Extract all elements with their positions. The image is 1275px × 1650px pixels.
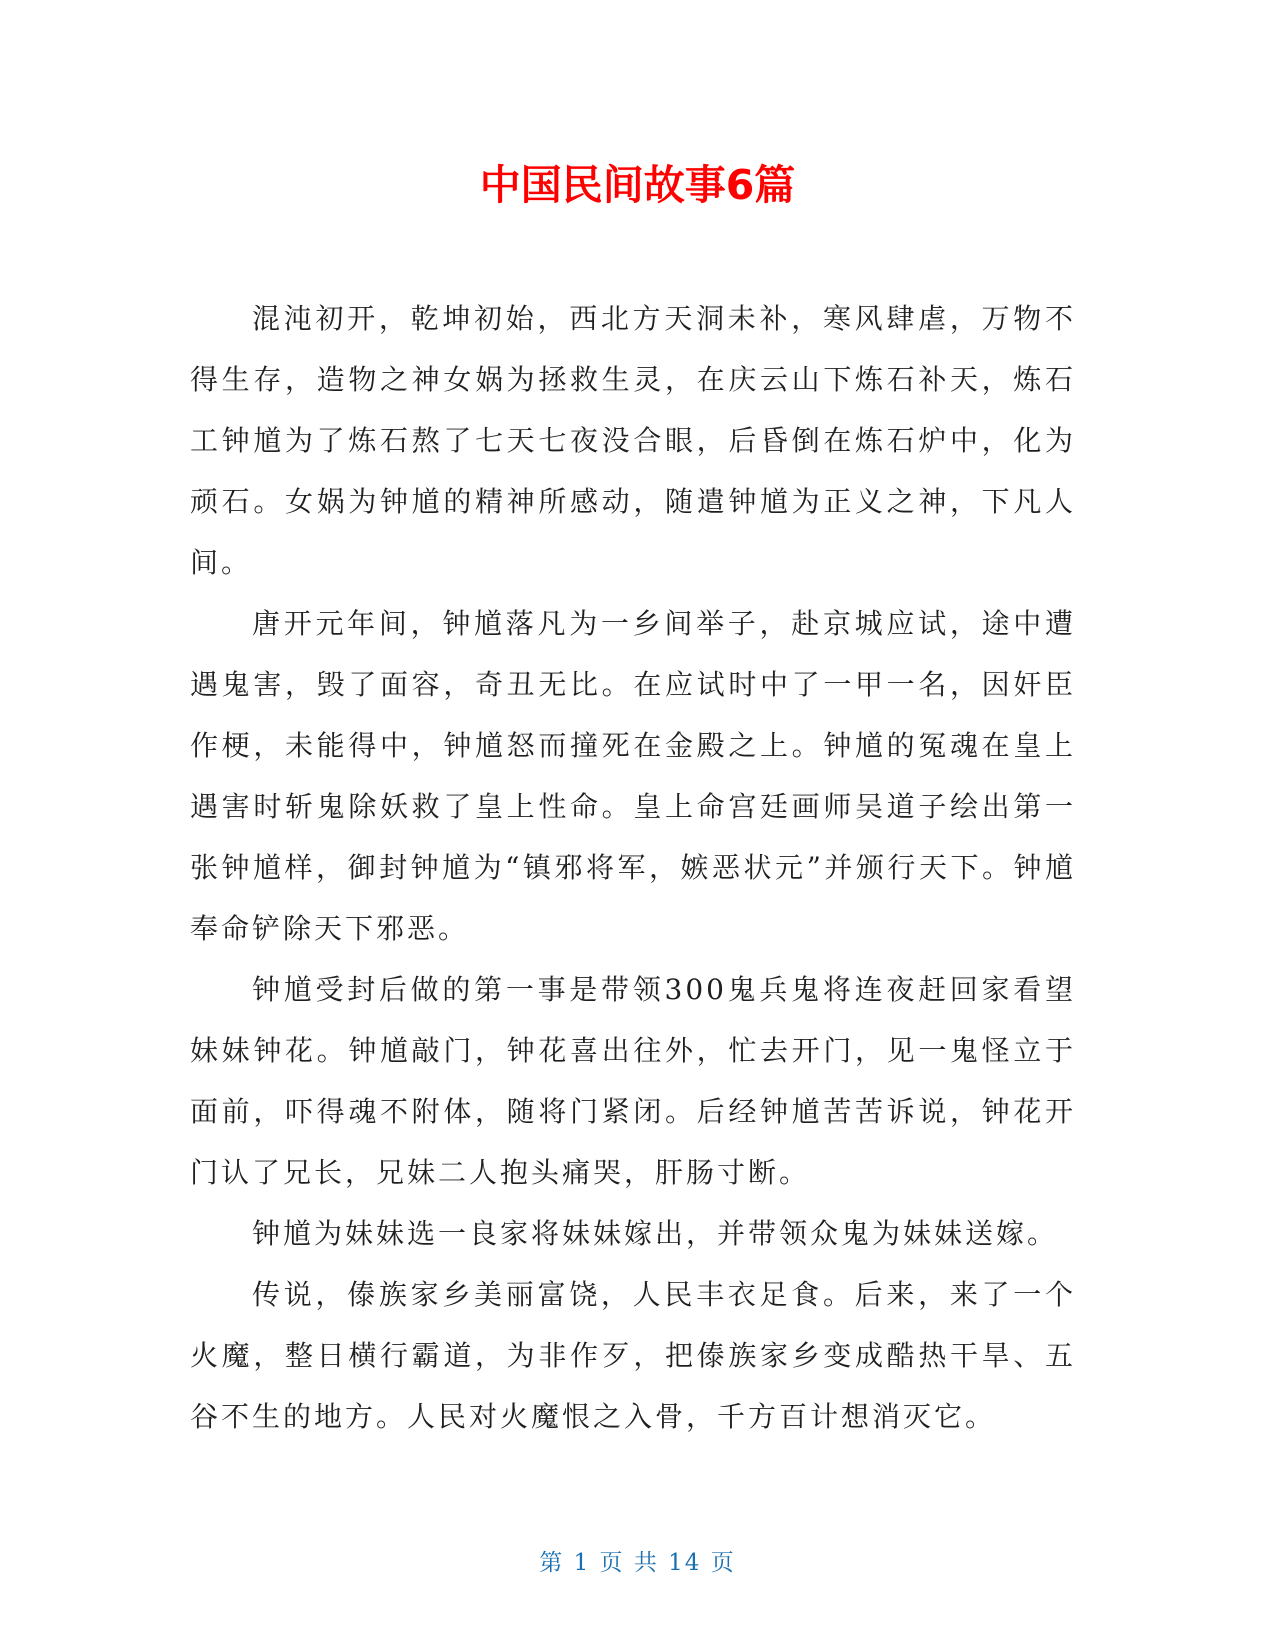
page-number-footer xyxy=(0,1548,1275,1578)
document-title: 中国民间故事6篇 xyxy=(479,161,796,209)
paragraph: 传说，傣族家乡美丽富饶，人民丰衣足食。后来，来了一个火魔，整日横行霸道，为非作歹，把傣族家乡变成酷热干旱、五谷不生的地方。人民对火魔恨之入骨，千方百计想消灭它。 xyxy=(190,1278,1076,1433)
paragraph: 唐开元年间，钟馗落凡为一乡间举子，赴京城应试，途中遭遇鬼害，毁了面容，奇丑无比。在应试时中了一甲一名，因奸臣作梗，未能得中，钟馗怒而撞死在金殿之上。钟馗的冤魂在皇上遇害时斩鬼除妖救了皇上性命。皇上命宫廷画师吴道子绘出第一张钟馗样，御封钟馗为“镇邪将军，嫉恶状元”并颁行天下。钟馗奉命铲除天下邪恶。 xyxy=(190,607,1076,945)
paragraph: 钟馗为妹妹选一良家将妹妹嫁出，并带领众鬼为妹妹送嫁。 xyxy=(252,1217,1059,1250)
paragraph: 混沌初开，乾坤初始，西北方天洞未补，寒风肆虐，万物不得生存，造物之神女娲为拯救生灵，在庆云山下炼石补天，炼石工钟馗为了炼石熬了七天七夜没合眼，后昏倒在炼石炉中，化为顽石。女娲为钟馗的精神所感动，随遣钟馗为正义之神，下凡人间。 xyxy=(190,302,1076,579)
footer-suffix: 页 xyxy=(710,1550,736,1576)
footer-page-word: 页 xyxy=(599,1550,625,1576)
footer-total-word: 共 xyxy=(633,1550,659,1576)
footer-current-page: 1 xyxy=(573,1550,591,1576)
footer-total-pages: 14 xyxy=(668,1550,702,1576)
document-body xyxy=(190,288,1076,1447)
paragraph: 钟馗受封后做的第一事是带领300鬼兵鬼将连夜赶回家看望妹妹钟花。钟馗敲门，钟花喜出往外，忙去开门，见一鬼怪立于面前，吓得魂不附体，随将门紧闭。后经钟馗苦苦诉说，钟花开门认了兄长，兄妹二人抱头痛哭，肝肠寸断。 xyxy=(190,973,1076,1189)
footer-prefix: 第 xyxy=(539,1550,565,1576)
